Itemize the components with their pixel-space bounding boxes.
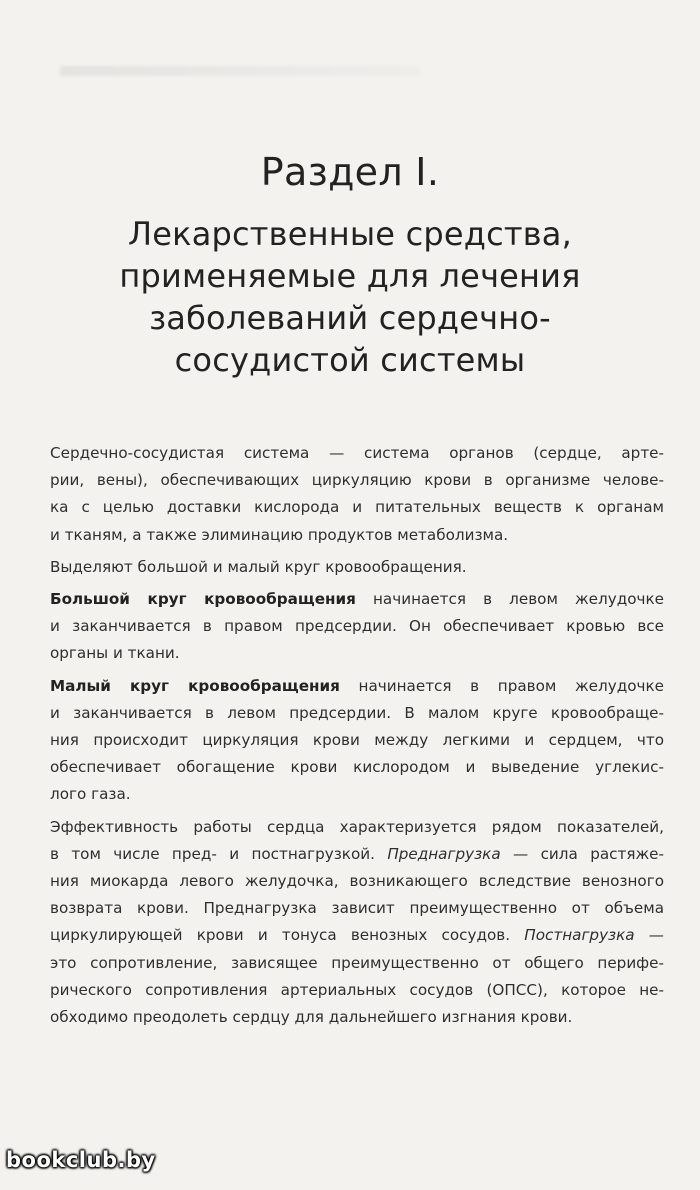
text-run: — сила растяже- [500,844,664,863]
text-run: — [634,926,664,945]
text-line: Выделяют большой и малый круг кровообращения. [50,557,467,576]
text-run: циркулирующей крови и тонуса венозных сосудов. [50,926,525,945]
paragraph-3 [50,586,664,668]
text-line: ния миокарда левого желудочка, возникающего вследствие венозного [50,872,664,891]
text-line: лого газа. [50,785,131,804]
chapter-title-line: сосудистой системы [174,341,526,379]
italic-term: Преднагрузка [387,844,501,863]
bleed-through-text [60,66,420,76]
text-line: рии, вены), обеспечивающих циркуляцию крови в организме челове- [50,471,664,490]
chapter-title [0,213,700,381]
text-line [50,841,664,868]
text-line: и заканчивается в правом предсердии. Он обеспечивает кровью все [50,617,664,636]
text-line: органы и ткани. [50,644,180,663]
watermark: bookclub.by [6,1148,156,1172]
chapter-title-line: заболеваний сердечно- [149,299,551,337]
text-line [50,586,664,613]
paragraph-5 [50,814,664,1032]
bold-term: Большой круг кровообращения [50,590,356,609]
paragraph-1 [50,440,664,549]
text-line: возврата крови. Преднагрузка зависит преимущественно от объема [50,899,664,918]
text-line: рического сопротивления артериальных сосудов (ОПСС), которое не- [50,980,664,999]
body-text [50,440,664,1031]
text-run: в том числе пред- и постнагрузкой. [50,844,388,863]
text-line [50,673,664,700]
paragraph-2 [50,554,664,581]
text-line: обеспечивает обогащение крови кислородом и выведение углекис- [50,758,664,777]
text-run: начинается в правом желудочке [339,676,664,695]
chapter-title-line: применяемые для лечения [119,257,581,295]
text-line: и заканчивается в левом предсердии. В малом круге кровообраще- [50,703,664,722]
text-line: ка с целью доставки кислорода и питательных веществ к органам [50,498,664,517]
text-line: Эффективность работы сердца характеризуется рядом показателей, [50,817,664,836]
text-line: это сопротивление, зависящее преимущественно от общего перифе- [50,953,664,972]
paragraph-4 [50,673,664,809]
text-line: обходимо преодолеть сердцу для дальнейшего изгнания крови. [50,1008,573,1027]
chapter-title-line: Лекарственные средства, [128,215,572,253]
italic-term: Постнагрузка [524,926,635,945]
text-line: Сердечно-сосудистая система — система органов (сердце, арте- [50,444,664,462]
text-run: начинается в левом желудочке [355,590,665,609]
section-title: Раздел I. [260,150,440,194]
text-line: и тканям, а также элиминацию продуктов метаболизма. [50,525,509,544]
text-line: ния происходит циркуляция крови между легкими и сердцем, что [50,731,664,750]
text-line [50,922,664,949]
bold-term: Малый круг кровообращения [50,676,340,695]
